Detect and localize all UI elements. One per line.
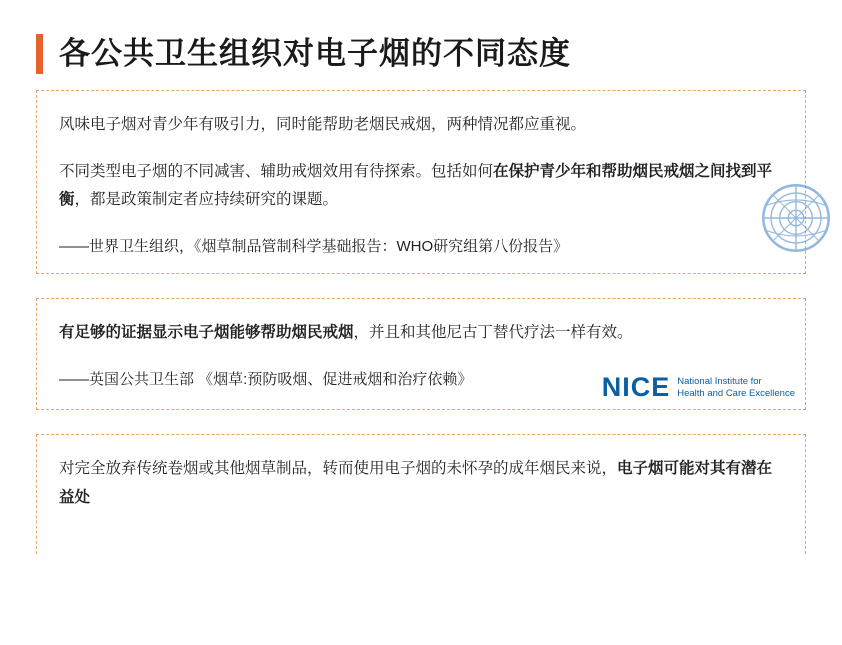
who-paragraph-2 <box>59 158 783 215</box>
quote-card-phe <box>36 298 806 410</box>
nice-subtitle <box>677 376 795 400</box>
nice-subtitle-line-1: National Institute for <box>677 375 762 387</box>
nice-wordmark: NICE <box>601 372 671 402</box>
who-p2-bold: 在保护青少年和帮助烟民戒烟之间找到平衡 <box>59 162 773 209</box>
third-p1-bold: 电子烟可能对其有潜在益处 <box>59 460 773 506</box>
nice-logo <box>602 374 795 401</box>
page-title-row <box>36 34 806 74</box>
title-accent-bar <box>36 34 43 74</box>
phe-attribution: ——英国公共卫生部 《烟草:预防吸烟、促进戒烟和治疗依赖》 <box>59 370 473 388</box>
document-page <box>0 34 842 645</box>
who-p2-lead: 不同类型电子烟的不同减害、辅助戒烟效用有待探索。包括如何 <box>59 162 494 180</box>
who-p2-tail: ，都是政策制定者应持续研究的课题。 <box>74 191 339 209</box>
third-paragraph-1 <box>59 455 783 512</box>
third-p1-lead: 对完全放弃传统卷烟或其他烟草制品，转而使用电子烟的未怀孕的成年烟民来说， <box>59 460 618 477</box>
who-paragraph-1: 风味电子烟对青少年有吸引力，同时能帮助老烟民戒烟，两种情况都应重视。 <box>59 116 587 133</box>
phe-p1-bold: 有足够的证据显示电子烟能够帮助烟民戒烟 <box>59 324 354 341</box>
quote-card-third <box>36 434 806 554</box>
phe-p1-tail: ，并且和其他尼古丁替代疗法一样有效。 <box>353 324 633 341</box>
quote-card-who <box>36 90 806 274</box>
nice-subtitle-line-2: Health and Care Excellence <box>677 387 795 399</box>
phe-paragraph-1 <box>59 319 783 348</box>
who-attribution: ——世界卫生组织，《烟草制品管制科学基础报告：WHO研究组第八份报告》 <box>59 238 569 256</box>
page-title: 各公共卫生组织对电子烟的不同态度 <box>59 35 571 71</box>
